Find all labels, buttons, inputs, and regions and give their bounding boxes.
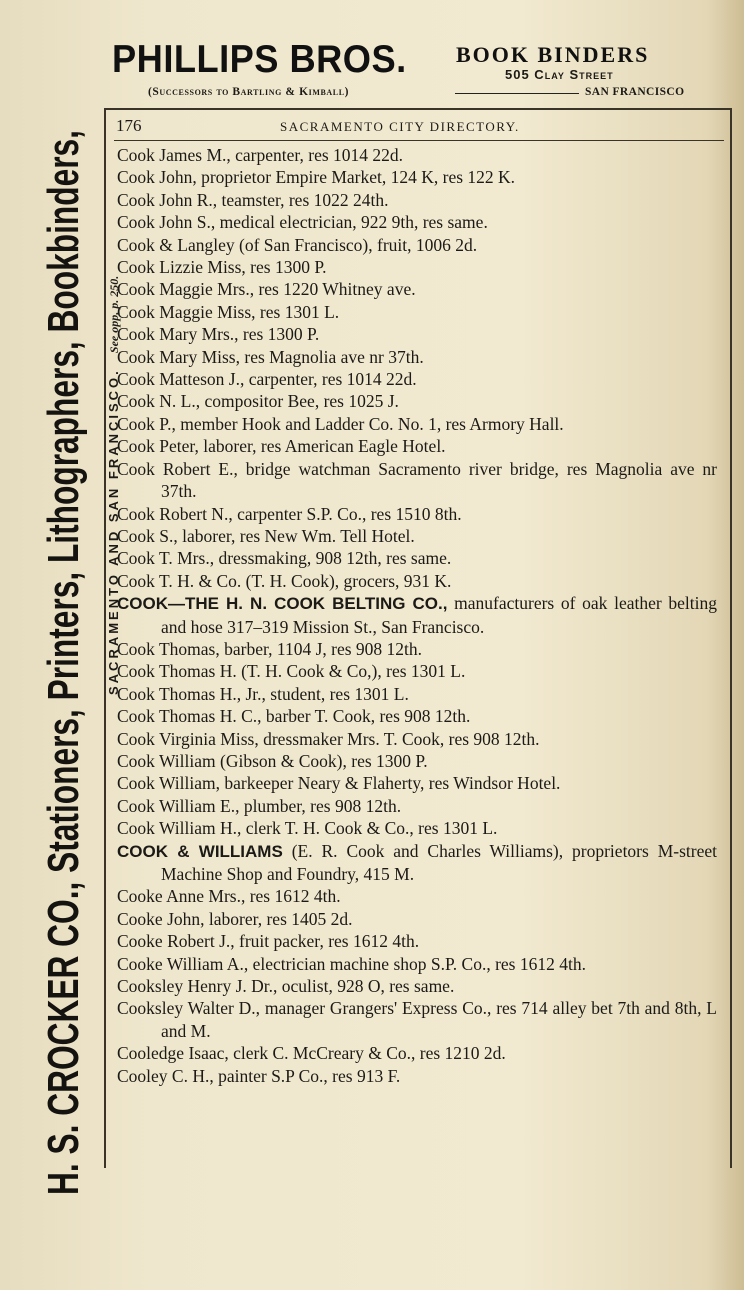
frame-top-rule [104, 108, 730, 110]
directory-entry [117, 301, 717, 323]
entry-bold-name: COOK—THE H. N. COOK BELTING CO., [117, 594, 448, 614]
entry-text: Cooke William A., electrician machine shop S.P. Co., res 1612 4th. [117, 953, 586, 974]
directory-entry [117, 503, 717, 525]
entry-text: manufacturers of oak leather belting and hose 317–319 Mission St., San Francisco. [161, 593, 717, 637]
brand-name: PHILLIPS BROS. [112, 38, 407, 81]
directory-entry [117, 592, 717, 638]
entry-text: Cooke Anne Mrs., res 1612 4th. [117, 886, 341, 907]
running-head: SACRAMENTO CITY DIRECTORY. [280, 119, 520, 134]
entry-text: Cook William (Gibson & Cook), res 1300 P. [117, 750, 428, 771]
directory-entry [117, 525, 717, 547]
entry-text: Cook Thomas, barber, 1104 J, res 908 12th. [117, 638, 423, 659]
directory-entry [117, 346, 717, 368]
side-ad-reference: See opp. p. 250. [107, 275, 121, 354]
entry-text: Cook Mary Mrs., res 1300 P. [117, 324, 320, 345]
directory-entry [117, 211, 717, 233]
entry-text: Cook T. H. & Co. (T. H. Cook), grocers, 931 K. [117, 570, 452, 591]
directory-entry [117, 1065, 717, 1087]
directory-entry [117, 435, 717, 457]
directory-entry [117, 930, 717, 952]
entry-text: Cook William H., clerk T. H. Cook & Co., res 1301 L. [117, 818, 498, 839]
directory-entry [117, 772, 717, 794]
directory-entry [117, 547, 717, 569]
directory-entry [117, 256, 717, 278]
directory-entry [117, 368, 717, 390]
directory-entry [117, 705, 717, 727]
directory-entry [117, 795, 717, 817]
entry-text: Cook Maggie Mrs., res 1220 Whitney ave. [117, 279, 416, 300]
entry-text: Cook James M., carpenter, res 1014 22d. [117, 145, 404, 165]
entry-text: Cook & Langley (of San Francisco), fruit, 1006 2d. [117, 234, 478, 255]
directory-entry [117, 570, 717, 592]
entry-text: Cook John R., teamster, res 1022 24th. [117, 189, 389, 210]
street-address: 505 Clay Street [505, 67, 614, 82]
directory-entry [117, 638, 717, 660]
entry-text: Cook Mary Miss, res Magnolia ave nr 37th. [117, 346, 424, 367]
header-rule [455, 93, 579, 94]
directory-entry [117, 908, 717, 930]
directory-entry [117, 885, 717, 907]
directory-entry [117, 953, 717, 975]
entry-text: Cook Peter, laborer, res American Eagle Hotel. [117, 436, 446, 457]
entry-text: Cook Robert E., bridge watchman Sacramento river bridge, res Magnolia ave nr 37th. [117, 458, 717, 502]
directory-entry [117, 840, 717, 886]
directory-entry [117, 660, 717, 682]
entry-text: Cooke John, laborer, res 1405 2d. [117, 908, 353, 929]
directory-entry [117, 278, 717, 300]
directory-entry [117, 323, 717, 345]
entry-text: Cooksley Henry J. Dr., oculist, 928 O, res same. [117, 976, 455, 997]
directory-entries [117, 144, 717, 1087]
entry-text: Cook Thomas H. (T. H. Cook & Co,), res 1301 L. [117, 661, 466, 682]
directory-entry [117, 413, 717, 435]
entry-text: Cooksley Walter D., manager Grangers' Express Co., res 714 alley bet 7th and 8th, L and M. [117, 998, 717, 1041]
entry-text: Cook P., member Hook and Ladder Co. No. 1, res Armory Hall. [117, 413, 564, 434]
directory-entry [117, 683, 717, 705]
directory-entry [117, 728, 717, 750]
entry-text: Cook Thomas H. C., barber T. Cook, res 908 12th. [117, 706, 471, 727]
entry-text: Cook N. L., compositor Bee, res 1025 J. [117, 391, 399, 412]
entry-text: Cook Virginia Miss, dressmaker Mrs. T. Cook, res 908 12th. [117, 728, 540, 749]
side-ad-cities: SACRAMENTO AND SAN FRANCISCO. [106, 368, 121, 695]
entry-text: Cook S., laborer, res New Wm. Tell Hotel. [117, 525, 415, 546]
entry-text: Cooledge Isaac, clerk C. McCreary & Co., res 1210 2d. [117, 1043, 506, 1064]
directory-entry [117, 1042, 717, 1064]
entry-text: Cooley C. H., painter S.P Co., res 913 F. [117, 1065, 401, 1086]
directory-entry [117, 390, 717, 412]
directory-entry [117, 189, 717, 211]
entry-text: Cook Matteson J., carpenter, res 1014 22d. [117, 369, 417, 390]
directory-entry [117, 817, 717, 839]
entry-text: Cook Maggie Miss, res 1301 L. [117, 301, 340, 322]
directory-entry [117, 166, 717, 188]
entry-text: Cook Lizzie Miss, res 1300 P. [117, 257, 327, 278]
entry-text: Cooke Robert J., fruit packer, res 1612 4th. [117, 931, 420, 952]
page-number: 176 [116, 116, 142, 135]
entry-text: Cook William, barkeeper Neary & Flaherty, res Windsor Hotel. [117, 773, 561, 794]
entry-text: Cook Robert N., carpenter S.P. Co., res 1510 8th. [117, 503, 462, 524]
successors-note: (Successors to Bartling & Kimball) [148, 86, 350, 98]
entry-text: Cook John S., medical electrician, 922 9th, res same. [117, 212, 488, 233]
running-head-rule [114, 140, 724, 141]
directory-entry [117, 234, 717, 256]
directory-entry [117, 975, 717, 997]
directory-entry [117, 144, 717, 166]
directory-entry [117, 997, 717, 1042]
side-ad-text: H. S. CROCKER CO., Stationers, Printers, Lithographers, Bookbinders, [39, 130, 88, 1195]
trade-label: BOOK BINDERS [456, 42, 650, 67]
entry-bold-name: COOK & WILLIAMS [117, 841, 283, 861]
entry-text: Cook Thomas H., Jr., student, res 1301 L. [117, 683, 409, 704]
directory-entry [117, 750, 717, 772]
entry-text: (E. R. Cook and Charles Williams), proprietors M-street Machine Shop and Foundry, 415 M. [161, 840, 717, 884]
entry-text: Cook John, proprietor Empire Market, 124 K, res 122 K. [117, 167, 516, 188]
entry-text: Cook William E., plumber, res 908 12th. [117, 795, 402, 816]
header-city: SAN FRANCISCO [585, 86, 685, 98]
entry-text: Cook T. Mrs., dressmaking, 908 12th, res same. [117, 548, 452, 569]
directory-entry [117, 458, 717, 503]
